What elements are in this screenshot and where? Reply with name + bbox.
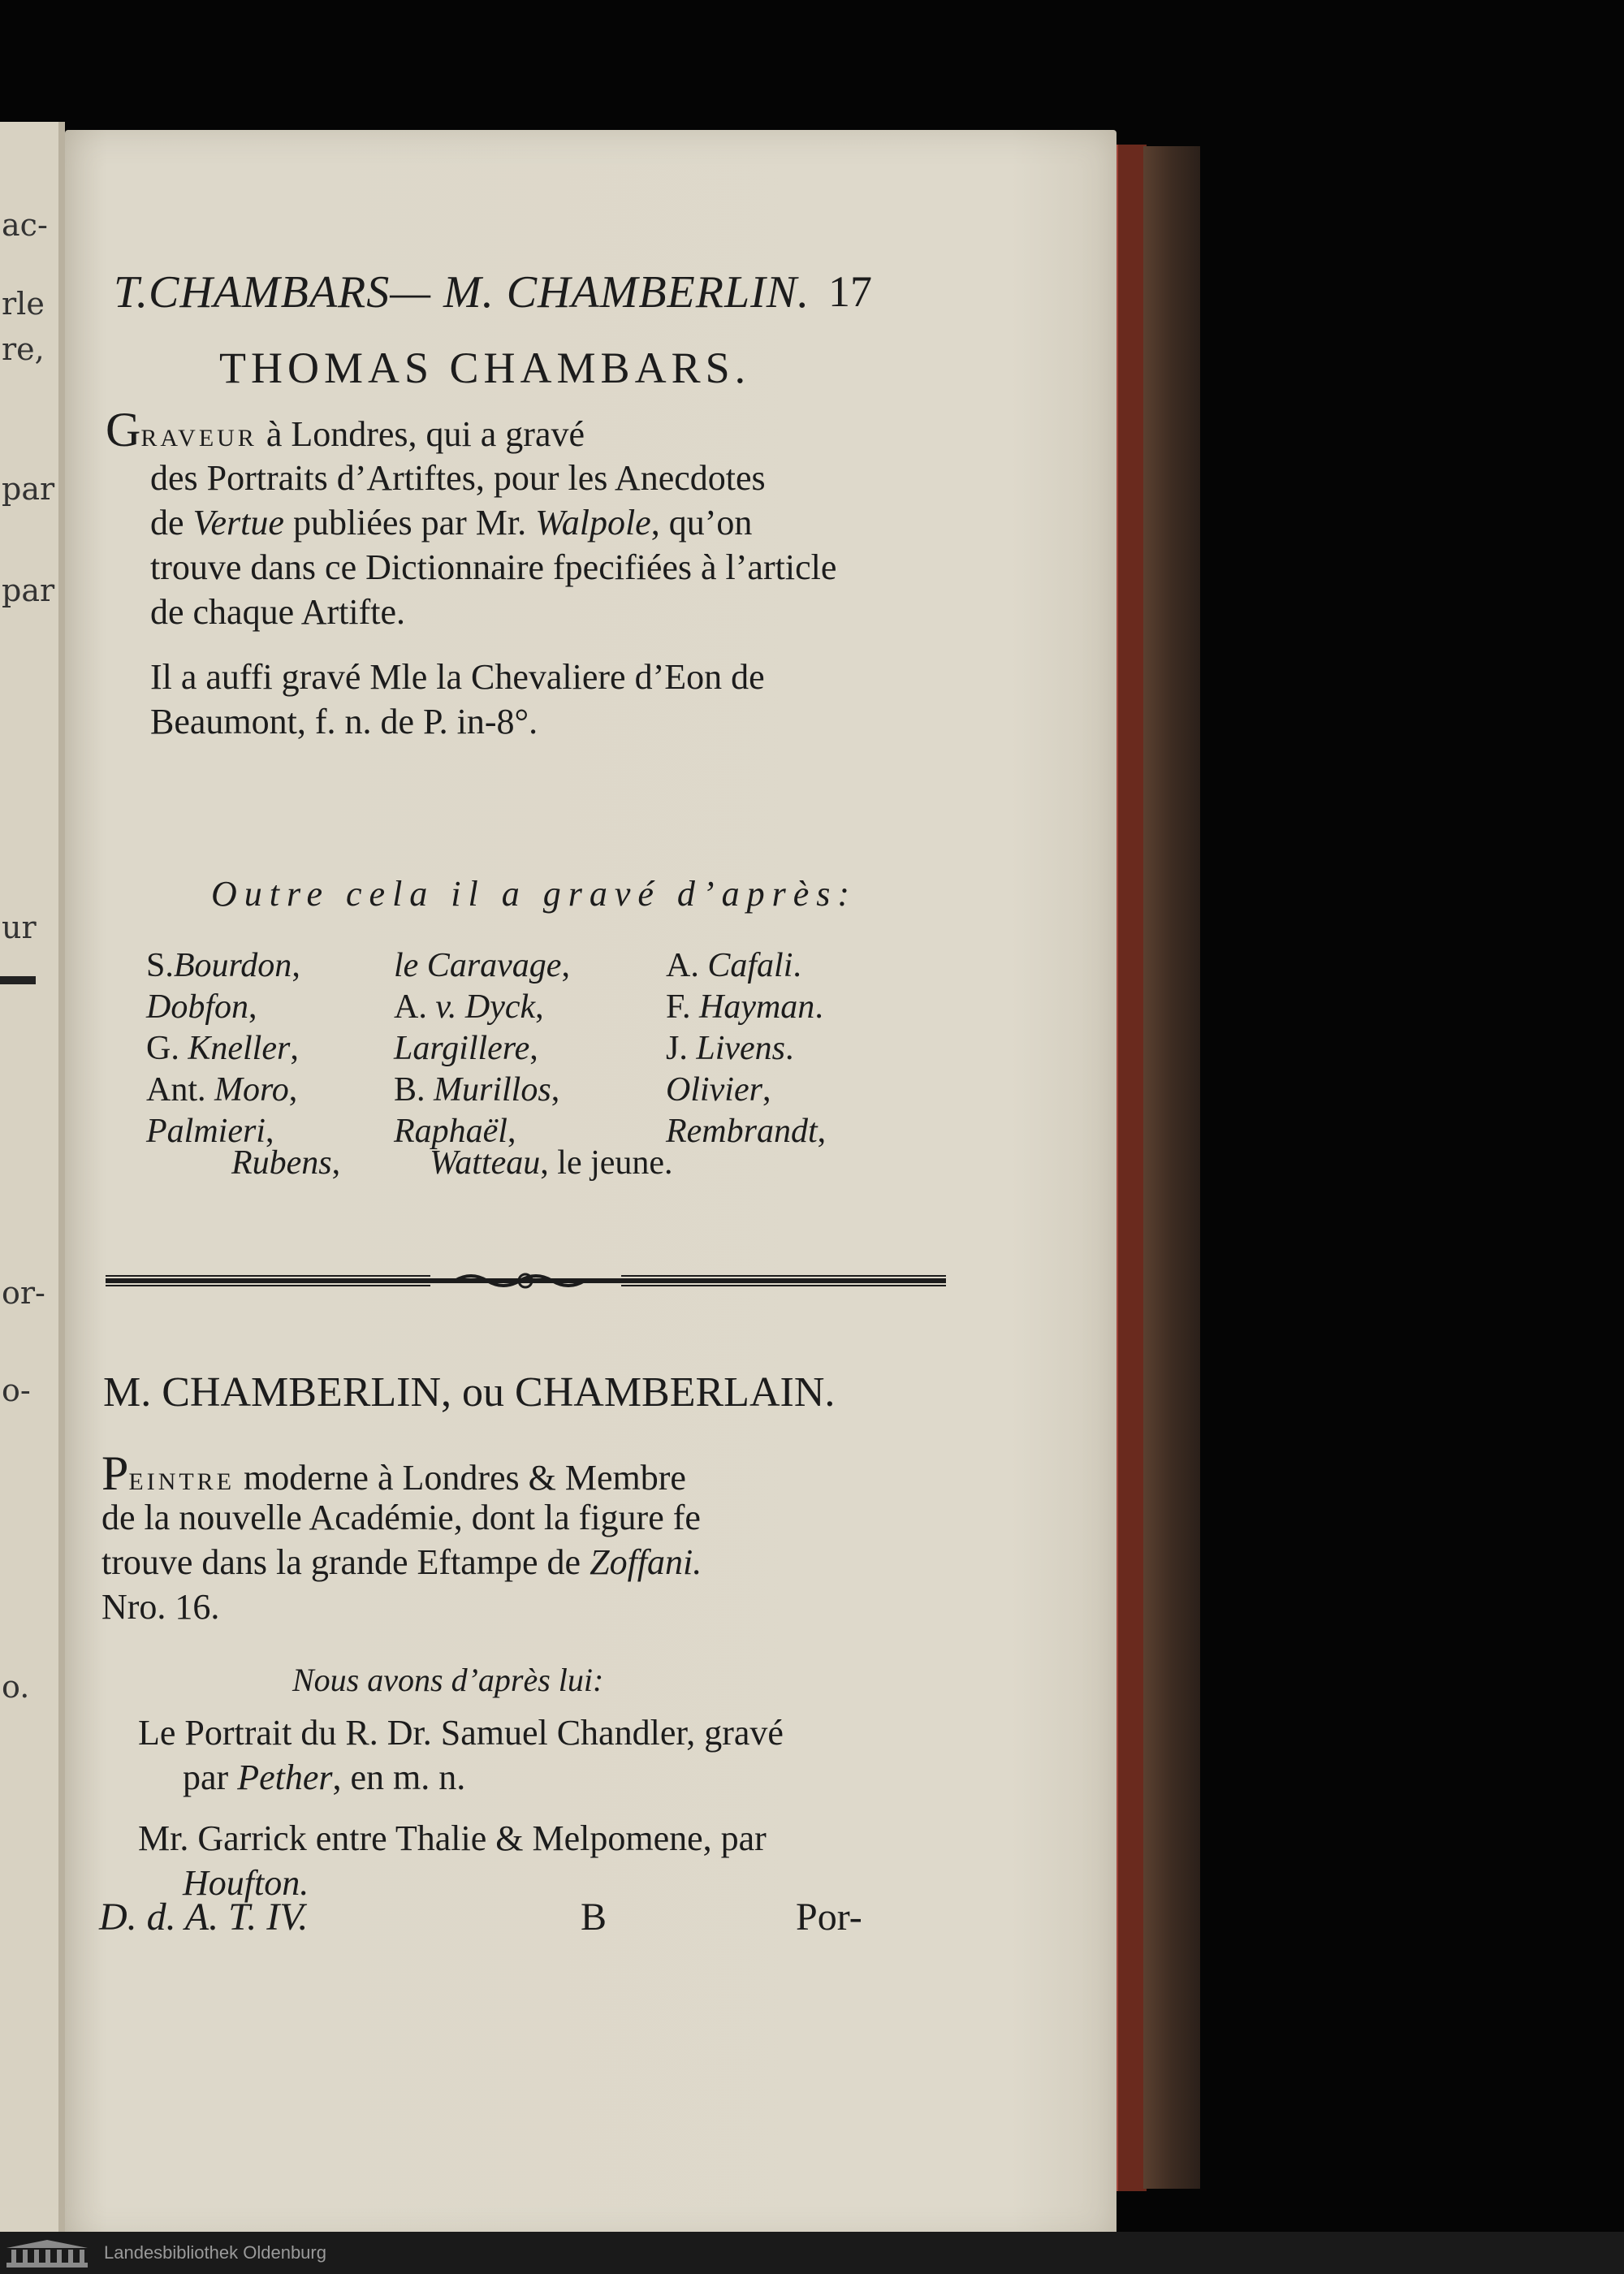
artist-initial: G. — [146, 1030, 188, 1067]
artist-name: Murillos — [434, 1071, 551, 1109]
artist-sep: , — [290, 1030, 299, 1067]
left-page-fragment: par — [2, 573, 55, 608]
artist-suffix: le jeune. — [548, 1144, 673, 1182]
artist-name: Dobfon — [146, 988, 248, 1026]
text-run: Nro. 16. — [102, 1587, 220, 1627]
entry2-item-line — [138, 1815, 767, 1862]
italic-text: Houfton. — [183, 1863, 309, 1903]
artist-entry — [666, 1112, 826, 1151]
book-spine-edge — [1115, 145, 1147, 2191]
artist-sep: . — [814, 988, 823, 1026]
ornament-divider — [106, 1271, 946, 1290]
artist-name: Raphaël — [394, 1113, 508, 1150]
entry2-dropcap: P — [102, 1446, 129, 1500]
artist-row — [146, 1070, 958, 1112]
left-page-fragment: re, — [2, 331, 45, 367]
artist-sep: , — [507, 1113, 516, 1150]
artist-initial: J. — [666, 1030, 697, 1067]
page-number: 17 — [828, 267, 872, 316]
artist-name: le Caravage — [394, 947, 562, 984]
entry1-dropcap: G — [106, 403, 141, 456]
artist-initial: A. — [394, 988, 436, 1026]
left-page-fragment: ac- — [2, 207, 48, 243]
italic-text: Zoffani. — [590, 1542, 702, 1582]
entry1-line — [150, 455, 766, 502]
artist-row — [146, 946, 958, 988]
artist-name: Moro — [214, 1071, 289, 1109]
running-head: T.CHAMBARS— M. CHAMBERLIN. — [114, 267, 810, 318]
artist-entry — [394, 1029, 538, 1068]
italic-text: Walpole — [535, 503, 651, 543]
entry2-item-line — [183, 1860, 309, 1907]
entry2-smallcaps: EINTRE — [128, 1468, 235, 1495]
text-run: trouve dans la grande Eftampe de — [102, 1542, 590, 1582]
artist-initial: S. — [146, 947, 174, 984]
entry1-smallcaps: RAVEUR — [140, 425, 257, 452]
artist-initial: Ant. — [146, 1071, 214, 1109]
text-run: des Portraits d’Artiftes, pour les Anecdotes — [150, 458, 766, 498]
artist-last-row — [231, 1143, 673, 1182]
artist-entry — [666, 988, 823, 1027]
entry2-title: M. CHAMBERLIN, ou CHAMBERLAIN. — [103, 1369, 836, 1416]
artist-name: Palmieri — [146, 1113, 266, 1150]
artist-sep: . — [793, 947, 801, 984]
artist-name: Cafali — [707, 947, 793, 984]
left-page-rule — [0, 976, 36, 984]
artist-initial: B. — [394, 1071, 434, 1109]
artist-sep: , — [817, 1113, 827, 1150]
footer-catchword: Por- — [796, 1896, 862, 1939]
text-run: , qu’on — [650, 503, 753, 543]
entry1-line — [150, 544, 836, 591]
artist-entry — [146, 946, 300, 985]
library-name: Landesbibliothek Oldenburg — [104, 2242, 326, 2263]
entry1-title: THOMAS CHAMBARS. — [219, 344, 751, 392]
book-cover — [1143, 146, 1200, 2189]
entry1-line — [150, 499, 752, 547]
artist-sep: , — [265, 1113, 274, 1150]
artist-sep: , — [331, 1144, 341, 1182]
artist-sep: , — [762, 1071, 771, 1109]
artist-entry — [394, 988, 544, 1027]
artist-sep: , — [529, 1030, 538, 1067]
artist-entry — [394, 946, 570, 985]
artist-entry — [146, 1070, 297, 1109]
artist-row — [146, 988, 958, 1029]
artist-entry — [394, 1070, 559, 1109]
text-run: , en m. n. — [332, 1757, 466, 1797]
library-bar — [0, 2232, 1624, 2274]
artist-sep: , — [535, 988, 544, 1026]
artist-sep: , — [292, 947, 300, 984]
left-page-fragment: or- — [2, 1275, 45, 1311]
text-run: Le Portrait du R. Dr. Samuel Chandler, gravé — [138, 1713, 784, 1753]
entry1-line — [150, 589, 405, 636]
text-run: de chaque Artifte. — [150, 592, 405, 632]
text-run: par — [183, 1757, 238, 1797]
artist-entry — [666, 1070, 771, 1109]
entry2-line — [102, 1539, 702, 1586]
left-page-fragment: par — [2, 471, 55, 507]
text-run: de — [150, 503, 193, 543]
artist-sep: . — [785, 1030, 794, 1067]
entry2-line — [102, 1584, 219, 1631]
artist-name: Bourdon — [173, 947, 292, 984]
entry2-item-line — [183, 1754, 465, 1801]
artist-name: Livens — [696, 1030, 786, 1067]
text-run: publiées par Mr. — [283, 503, 536, 543]
entry2-intro: Nous avons d’après lui: — [292, 1662, 604, 1698]
entry2-line — [102, 1494, 701, 1541]
artist-sep: , — [248, 988, 257, 1026]
artist-grid — [146, 946, 958, 1153]
left-page-fragment: ur — [2, 910, 37, 945]
artist-name: Watteau — [430, 1144, 541, 1182]
artist-name: v. Dyck — [435, 988, 536, 1026]
entry2-first-rest: moderne à Londres & Membre — [235, 1458, 686, 1498]
artist-sep: , — [561, 947, 570, 984]
artist-sep: , — [551, 1071, 560, 1109]
library-logo-icon — [5, 2238, 89, 2269]
left-page-fragment: o- — [2, 1373, 31, 1408]
text-run: trouve dans ce Dictionnaire fpecifiées à l’article — [150, 547, 837, 587]
entry1-first-line — [106, 403, 585, 462]
artist-entry — [666, 1029, 794, 1068]
left-page-edge — [0, 122, 65, 2274]
artist-name: Largillere — [394, 1030, 530, 1067]
entry1-first-rest: à Londres, qui a gravé — [257, 414, 585, 454]
artist-row — [146, 1029, 958, 1070]
artist-entry — [146, 1029, 299, 1068]
artist-name: Hayman — [699, 988, 815, 1026]
left-page-fragment: rle — [2, 286, 45, 322]
entry1-para2-line2: Beaumont, f. n. de P. in-8°. — [150, 702, 538, 741]
artist-entry — [146, 988, 257, 1027]
artist-name: Rembrandt — [666, 1113, 818, 1150]
footer-signature-mark: B — [581, 1896, 607, 1939]
left-page-fragment: o. — [2, 1669, 30, 1705]
artist-name: Rubens — [231, 1144, 332, 1182]
artist-name: Kneller — [188, 1030, 291, 1067]
text-run: de la nouvelle Académie, dont la figure fe — [102, 1498, 701, 1537]
artist-entry — [666, 946, 801, 985]
text-run: Mr. Garrick entre Thalie & Melpomene, par — [138, 1818, 767, 1858]
entry1-para2-line1: Il a auffi gravé Mle la Chevaliere d’Eon de — [150, 657, 765, 697]
footer-signature: D. d. A. T. IV. — [99, 1896, 309, 1939]
book-page — [65, 130, 1116, 2242]
entry1-intro: Outre cela il a gravé d’après: — [211, 874, 857, 914]
artist-initial: A. — [666, 947, 708, 984]
artist-initial: F. — [666, 988, 699, 1026]
artist-sep: , — [540, 1144, 549, 1182]
italic-text: Vertue — [192, 503, 284, 543]
artist-name: Olivier — [666, 1071, 762, 1109]
artist-sep: , — [288, 1071, 298, 1109]
entry2-item-line — [138, 1710, 784, 1757]
italic-text: Pether — [237, 1757, 333, 1797]
